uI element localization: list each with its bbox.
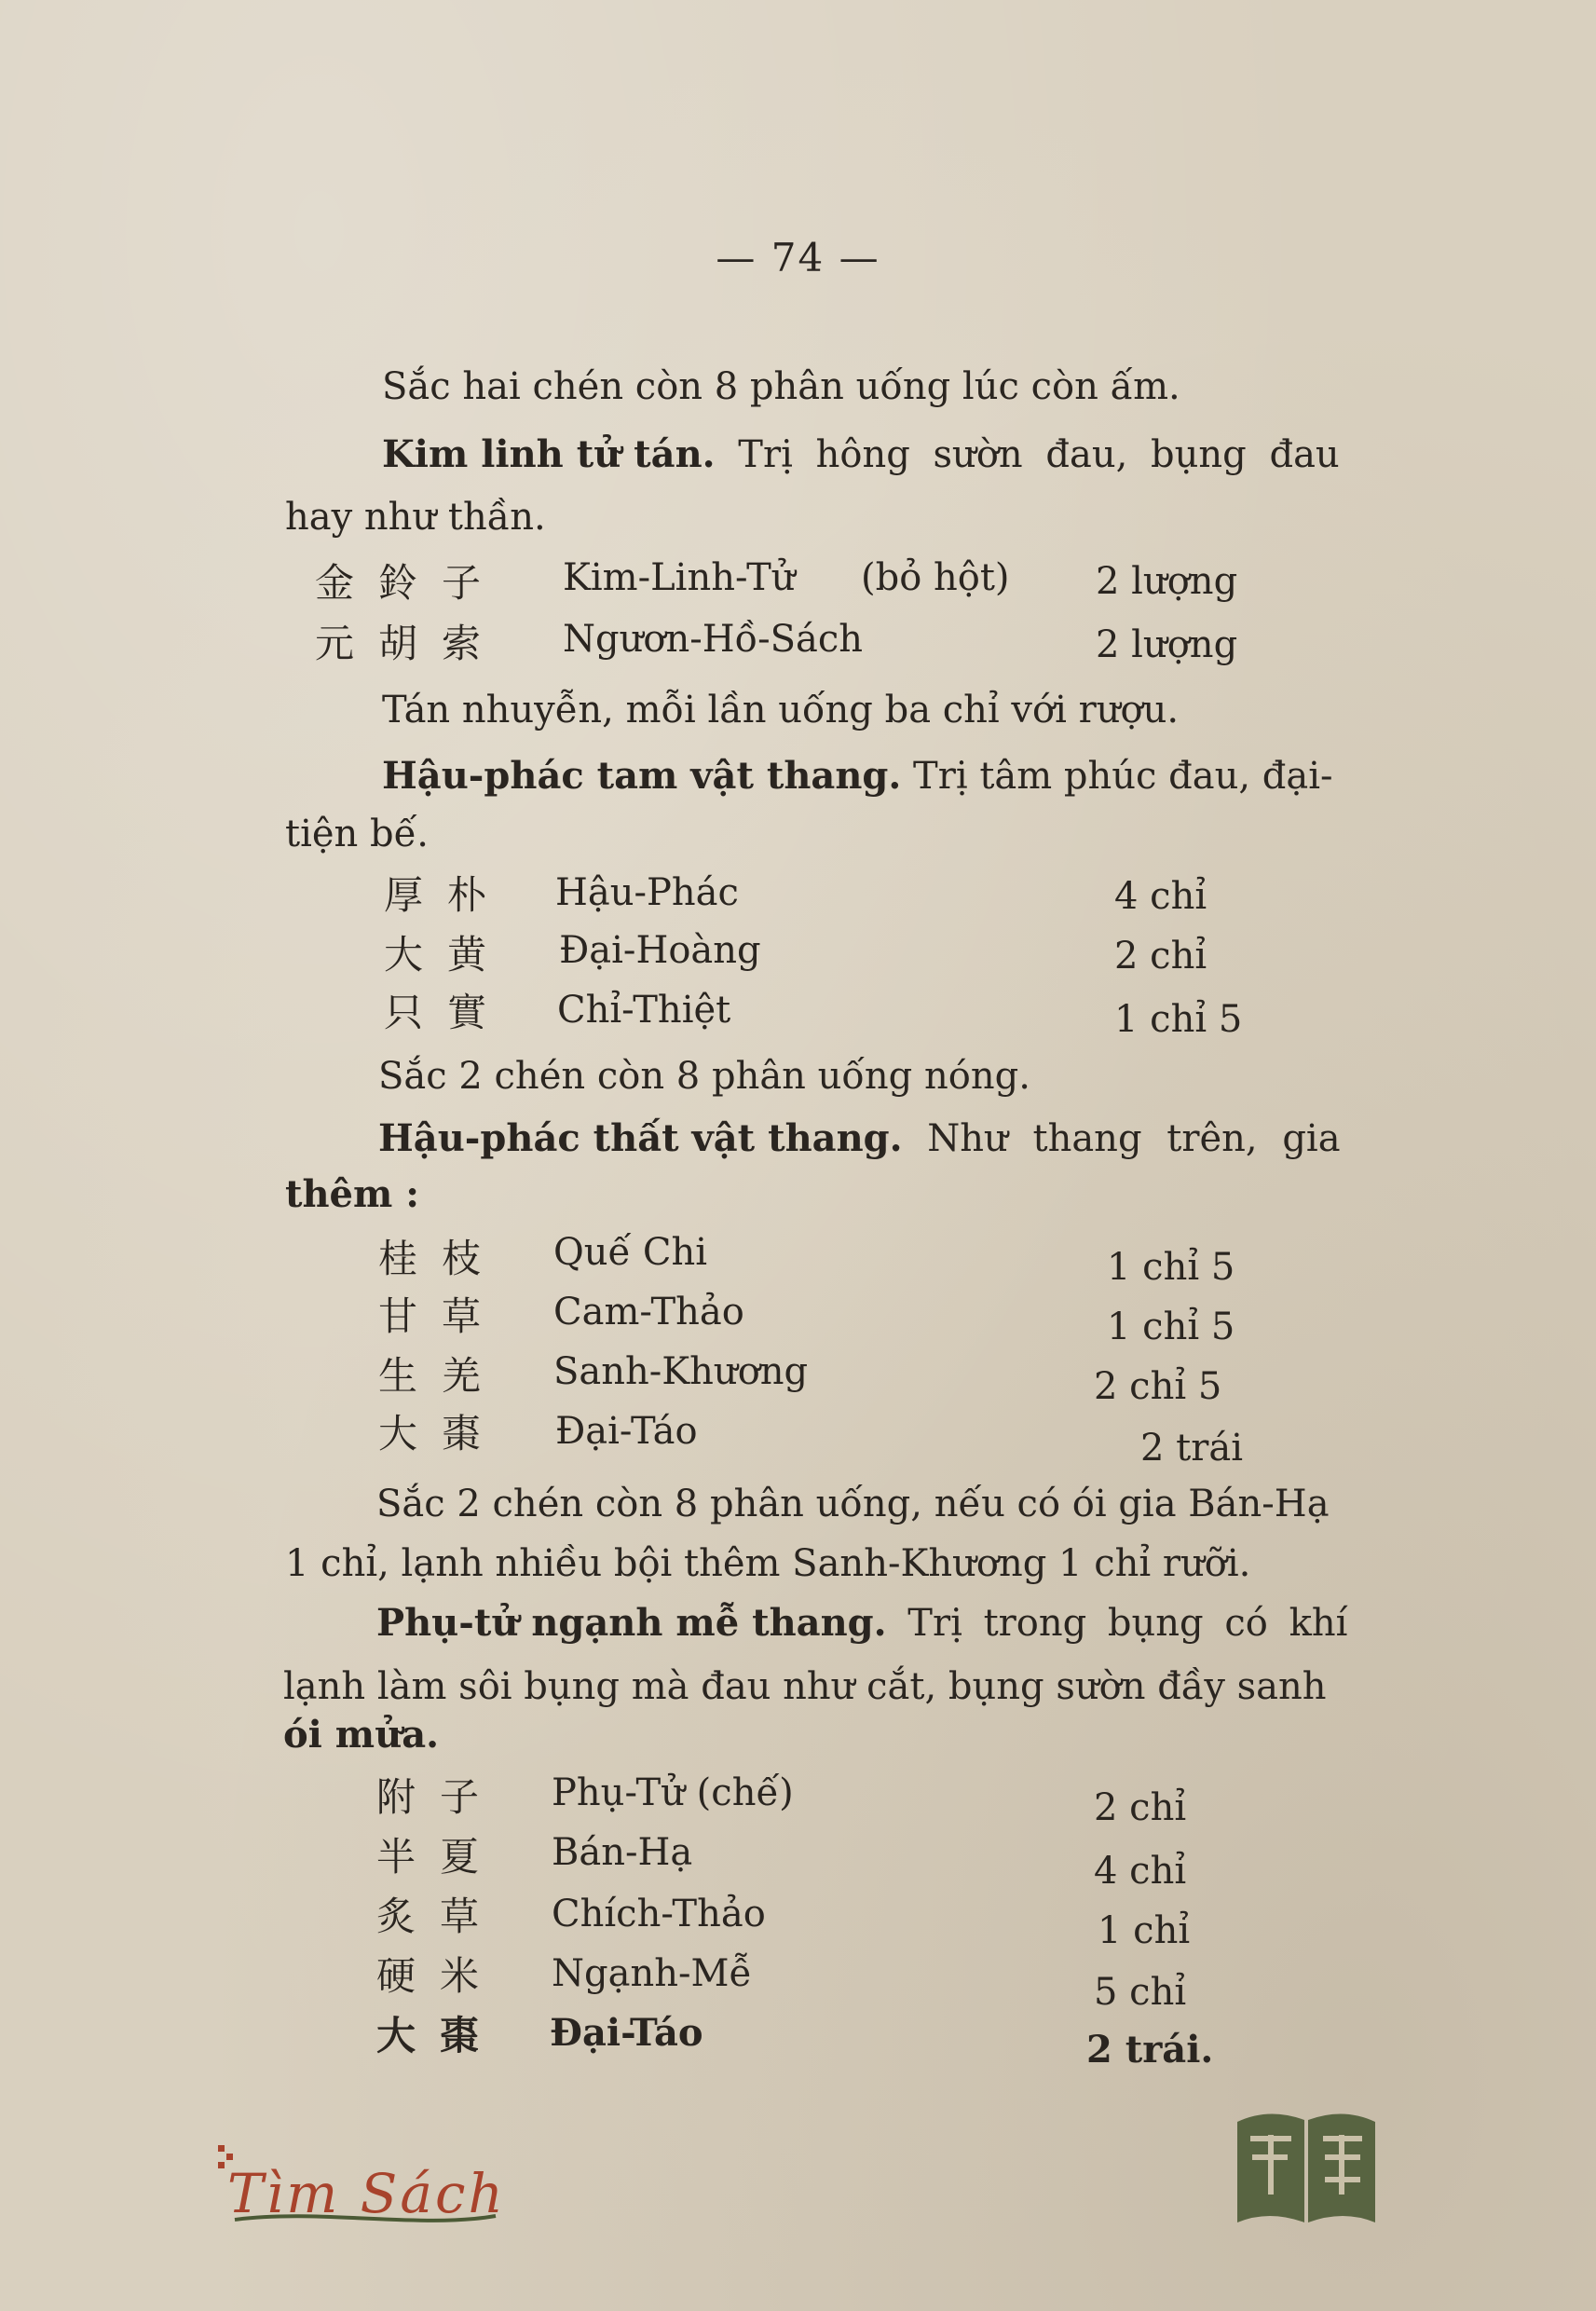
ingredient-cjk: 半夏 (376, 1834, 504, 1880)
recipe-description: Như thang trên, gia (902, 1117, 1341, 1160)
book-logo-icon (1232, 2101, 1381, 2232)
text-line (376, 1601, 1348, 1645)
ingredient-name: Hậu-Phác (555, 871, 739, 914)
ingredient-cjk: 大棗 (378, 1411, 506, 1456)
ingredient-name: Đại-Hoàng (559, 929, 761, 972)
ingredient-amount: 1 chỉ 5 (1114, 998, 1243, 1041)
ingredient-cjk: 附子 (376, 1774, 504, 1820)
logo-text: Tìm Sách (227, 2162, 506, 2225)
text-line: thêm : (285, 1172, 420, 1216)
ingredient-name: Sanh-Khương (553, 1350, 809, 1393)
recipe-title: Phụ-tử ngạnh mễ thang. (376, 1601, 887, 1645)
timsach-logo (216, 2143, 514, 2227)
ingredient-amount: 1 chỉ 5 (1107, 1306, 1235, 1348)
ingredient-row (315, 560, 506, 606)
ingredient-cjk: 金鈴子 (315, 560, 506, 606)
ingredient-name: Đại-Táo (550, 2011, 703, 2055)
text-line: tiện bế. (285, 813, 429, 855)
text-line: Sắc 2 chén còn 8 phân uống nóng. (378, 1055, 1030, 1098)
recipe-title: Hậu-phác thất vật thang. (378, 1116, 903, 1160)
ingredient-name: Phụ-Tử (chế) (552, 1771, 794, 1814)
ingredient-cjk: 硬米 (376, 1953, 504, 1999)
text-line: hay như thần. (285, 496, 546, 539)
ingredient-cjk: 大黄 (384, 932, 512, 978)
text-line: lạnh làm sôi bụng mà đau như cắt, bụng sườn đầy sanh (283, 1665, 1327, 1708)
recipe-title: Kim linh tử tán. (382, 432, 716, 476)
ingredient-cjk: 生羌 (378, 1353, 506, 1399)
recipe-description: Trị trong bụng có khí (886, 1602, 1348, 1645)
ingredient-name: Chích-Thảo (552, 1893, 766, 1935)
ingredient-row (315, 621, 506, 666)
ingredient-name: Ngươn-Hồ-Sách (563, 618, 864, 661)
ingredient-amount: 2 lượng (1096, 560, 1238, 603)
ingredient-name: Bán-Hạ (552, 1831, 693, 1874)
ingredient-amount: 2 lượng (1096, 623, 1238, 666)
text-line: 1 chỉ, lạnh nhiều bội thêm Sanh-Khương 1 chỉ rưỡi. (285, 1542, 1251, 1585)
logo-underline-icon (216, 2143, 514, 2227)
ingredient-amount: 2 chỉ (1094, 1786, 1187, 1829)
ingredient-amount: 1 chỉ 5 (1107, 1246, 1235, 1289)
text-line: ói mửa. (283, 1713, 440, 1757)
recipe-description: Trị tâm phúc đau, đại- (901, 755, 1333, 798)
ingredient-cjk: 甘草 (378, 1293, 506, 1339)
ingredient-cjk: 只實 (384, 990, 512, 1035)
ingredient-name: Cam-Thảo (553, 1291, 744, 1333)
ingredient-amount: 2 trái (1140, 1427, 1243, 1470)
ingredient-name: Kim-Linh-Tử (563, 556, 796, 599)
ingredient-amount: 2 chỉ (1114, 935, 1207, 978)
text-line: Sắc hai chén còn 8 phân uống lúc còn ấm. (382, 365, 1180, 408)
recipe-title: Hậu-phác tam vật thang. (382, 754, 902, 798)
ingredient-amount: 4 chỉ (1114, 875, 1207, 918)
text-line: Tán nhuyễn, mỗi lần uống ba chỉ với rượu. (382, 689, 1180, 732)
ingredient-cjk: 桂枝 (378, 1236, 506, 1281)
ingredient-name: Chỉ-Thiệt (557, 989, 731, 1032)
ingredient-name: Ngạnh-Mễ (552, 1952, 753, 1995)
ingredient-name: Đại-Táo (555, 1410, 698, 1453)
ingredient-cjk: 大棗 (376, 2013, 504, 2058)
text-line: Sắc 2 chén còn 8 phân uống, nếu có ói gia Bán-Hạ (376, 1483, 1330, 1525)
text-line (382, 432, 1340, 476)
recipe-description: Trị hông sườn đau, bụng đau (715, 433, 1340, 476)
text-line (382, 754, 1333, 798)
ingredient-amount: 5 chỉ (1094, 1971, 1187, 2014)
ingredient-cjk: 元胡索 (315, 621, 506, 666)
ingredient-amount: 4 chỉ (1094, 1850, 1187, 1893)
text-line (378, 1116, 1341, 1160)
page-number: — 74 — (716, 235, 880, 280)
ingredient-name: Quế Chi (553, 1231, 708, 1274)
ingredient-amount: 1 chỉ (1098, 1909, 1191, 1952)
ingredient-amount: 2 trái. (1086, 2028, 1214, 2072)
ingredient-note: (bỏ hột) (861, 556, 1010, 599)
ingredient-cjk: 厚朴 (384, 872, 512, 918)
ingredient-cjk: 炙草 (376, 1894, 504, 1939)
ingredient-amount: 2 chỉ 5 (1094, 1365, 1222, 1408)
